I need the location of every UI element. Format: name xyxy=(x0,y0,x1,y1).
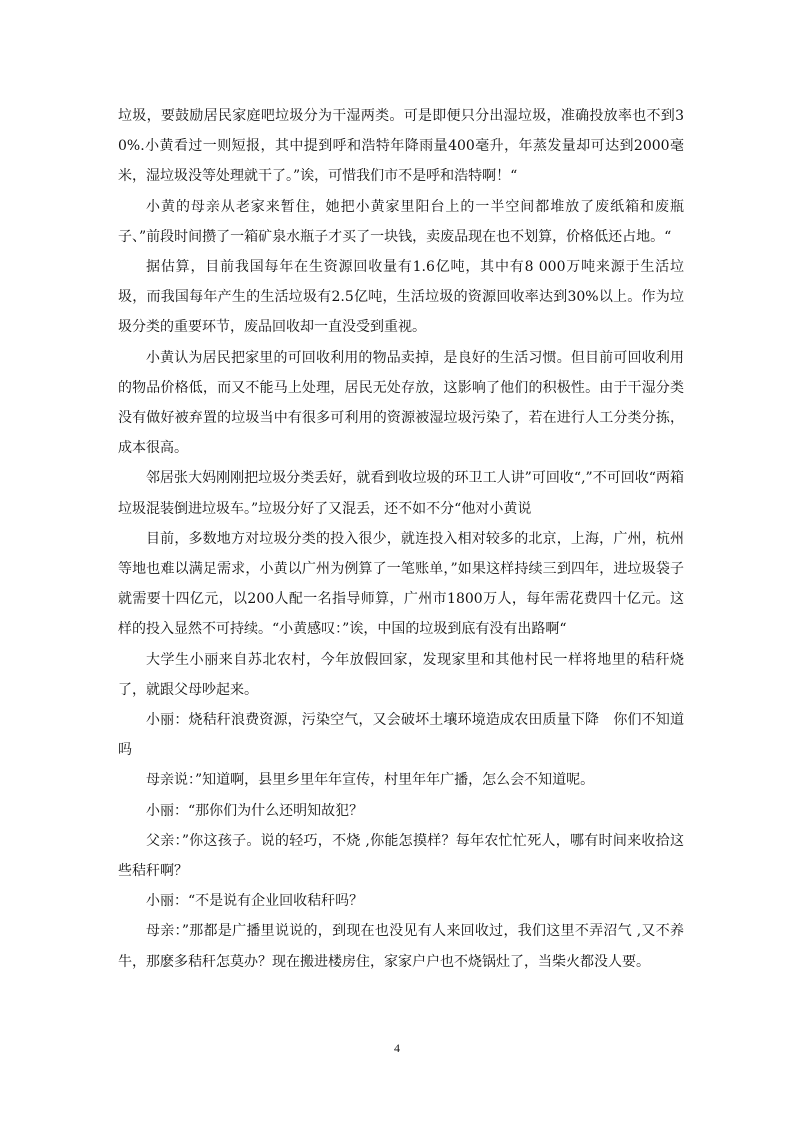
paragraph-2: 小黄的母亲从老家来暂住，她把小黄家里阳台上的一半空间都堆放了废纸箱和废瓶子、”前段时间攒了一箱矿泉水瓶子才买了一块钱，卖废品现在也不划算，价格低还占地。“ xyxy=(118,198,684,245)
paragraph-9: 母亲说：”知道啊，县里乡里年年宣传，村里年年广播，怎么会不知道呢。 xyxy=(146,772,595,789)
paragraph-1: 垃圾，要鼓励居民家庭吧垃圾分为干湿两类。可是即便只分出湿垃圾，准确投放率也不到30%.小黄看过一则短报，其中提到呼和浩特年降雨量400毫升，年蒸发量却可达到2000毫米，湿垃圾没等处理就干了。”诶，可惜我们市不是呼和浩特啊！“ xyxy=(118,108,684,185)
paragraph-3: 据估算，目前我国每年在生资源回收量有1.6亿吨，其中有8 000万吨来源于生活垃圾，而我国每年产生的生活垃圾有2.5亿吨，生活垃圾的资源回收率达到30%以上。作为垃圾分类的重要环节，废品回收却一直没受到重视。 xyxy=(118,259,684,336)
paragraph-8: 小丽：烧秸秆浪费资源，污染空气，又会破坏土壤环境造成农田质量下降 你们不知道吗 xyxy=(118,712,684,759)
paragraph-10: 小丽：“那你们为什么还明知故犯？ xyxy=(146,802,364,819)
paragraph-12: 小丽：“不是说有企业回收秸秆吗？ xyxy=(146,893,364,910)
body-text xyxy=(118,101,684,977)
paragraph-11: 父亲：”你这孩子。说的轻巧，不烧 ,你能怎摸样？每年农忙忙死人，哪有时间来收拾这些秸秆啊？ xyxy=(118,832,684,880)
paragraph-7: 大学生小丽来自苏北农村，今年放假回家，发现家里和其他村民一样将地里的秸秆烧了，就跟父母吵起来。 xyxy=(118,651,684,698)
page-number: 4 xyxy=(394,1041,400,1055)
paragraph-6: 目前，多数地方对垃圾分类的投入很少，就连投入相对较多的北京，上海，广州，杭州等地也难以满足需求，小黄以广州为例算了一笔账单，”如果这样持续三到四年，进垃圾袋子就需要十四亿元，以200人配一名指导师算，广州市1800万人，每年需花费四十亿元。这样的投入显然不可持续。“小黄感叹：”诶，中国的垃圾到底有没有出路啊“ xyxy=(118,530,684,638)
paragraph-4: 小黄认为居民把家里的可回收利用的物品卖掉，是良好的生活习惯。但目前可回收利用的物品价格低，而又不能马上处理，居民无处存放，这影响了他们的积极性。由于干湿分类没有做好被弃置的垃圾当中有很多可利用的资源被湿垃圾污染了，若在进行人工分类分拣，成本很高。 xyxy=(118,349,684,457)
paragraph-5: 邻居张大妈刚刚把垃圾分类丢好，就看到收垃圾的环卫工人讲”可回收“,”不可回收“两箱垃圾混装倒进垃圾车。”垃圾分好了又混丢，还不如不分“他对小黄说 xyxy=(118,470,684,517)
paragraph-13: 母亲：”那都是广播里说说的，到现在也没见有人来回收过，我们这里不弄沼气 ,又不养牛，那麽多秸秆怎莫办？现在搬进楼房住，家家户户也不烧锅灶了，当柴火都没人要。 xyxy=(118,923,684,970)
